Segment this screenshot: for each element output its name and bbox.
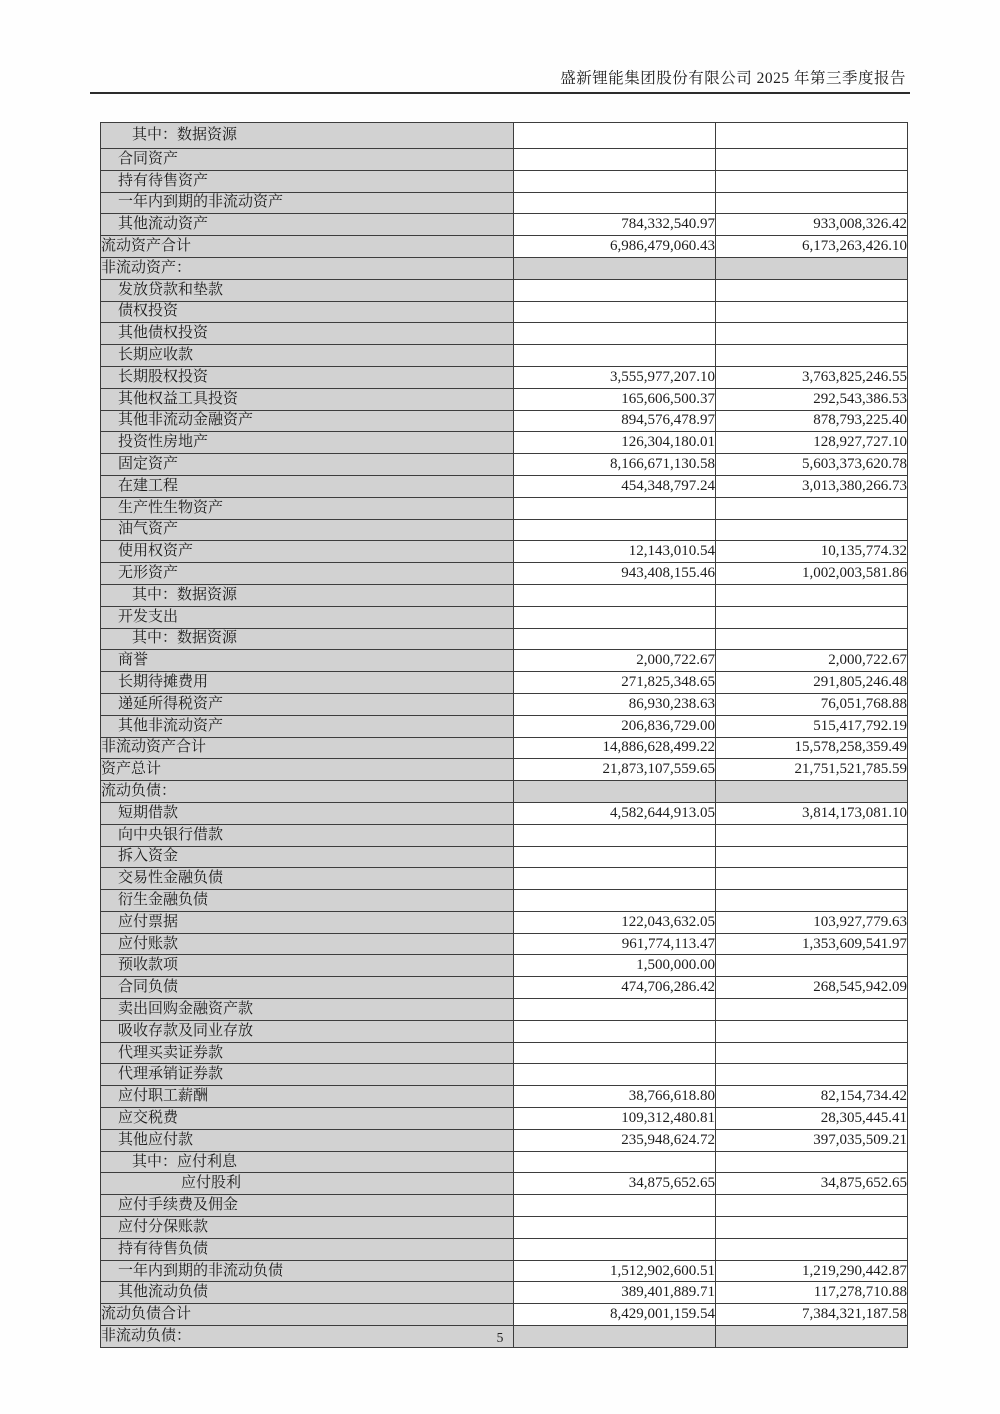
row-value-period-end: 943,408,155.46 [514, 563, 716, 585]
row-label: 油气资产 [101, 519, 514, 541]
row-value-period-begin [716, 519, 908, 541]
row-value-period-end: 389,401,889.71 [514, 1282, 716, 1304]
row-value-period-end: 454,348,797.24 [514, 475, 716, 497]
row-value-period-begin: 3,763,825,246.55 [716, 366, 908, 388]
row-value-period-begin [716, 1195, 908, 1217]
row-value-period-end [514, 1042, 716, 1064]
row-label: 非流动资产合计 [101, 737, 514, 759]
row-value-period-begin: 5,603,373,620.78 [716, 454, 908, 476]
row-value-period-begin [716, 1020, 908, 1042]
row-value-period-begin: 3,814,173,081.10 [716, 802, 908, 824]
row-value-period-end [514, 497, 716, 519]
page-number: 5 [496, 1330, 504, 1345]
row-label: 资产总计 [101, 759, 514, 781]
row-value-period-begin [716, 170, 908, 192]
row-value-period-begin [716, 955, 908, 977]
row-value-period-begin [716, 192, 908, 214]
row-value-period-end [514, 999, 716, 1021]
row-value-period-end: 4,582,644,913.05 [514, 802, 716, 824]
row-value-period-begin [716, 781, 908, 803]
table-row [101, 584, 908, 606]
row-label: 应付职工薪酬 [101, 1086, 514, 1108]
row-value-period-end: 122,043,632.05 [514, 911, 716, 933]
row-label: 应付手续费及佣金 [101, 1195, 514, 1217]
table-row [101, 672, 908, 694]
table-row [101, 123, 908, 149]
table-row [101, 693, 908, 715]
table-row [101, 279, 908, 301]
table-row [101, 1217, 908, 1239]
row-label: 合同负债 [101, 977, 514, 999]
row-value-period-end [514, 1064, 716, 1086]
table-row [101, 475, 908, 497]
table-row [101, 323, 908, 345]
row-label: 应交税费 [101, 1108, 514, 1130]
row-label: 短期借款 [101, 802, 514, 824]
row-value-period-end: 1,500,000.00 [514, 955, 716, 977]
row-value-period-begin: 103,927,779.63 [716, 911, 908, 933]
row-label: 应付票据 [101, 911, 514, 933]
balance-sheet-table [100, 122, 908, 1348]
section-header-row [101, 257, 908, 279]
row-label: 非流动负债： [101, 1326, 514, 1348]
table-row [101, 345, 908, 367]
table-row [101, 650, 908, 672]
row-value-period-begin [716, 584, 908, 606]
row-value-period-begin: 15,578,258,359.49 [716, 737, 908, 759]
table-row [101, 432, 908, 454]
row-value-period-begin [716, 824, 908, 846]
row-value-period-begin [716, 628, 908, 650]
row-value-period-end: 34,875,652.65 [514, 1173, 716, 1195]
row-value-period-end: 8,429,001,159.54 [514, 1304, 716, 1326]
row-label: 商誉 [101, 650, 514, 672]
row-label: 投资性房地产 [101, 432, 514, 454]
row-value-period-begin: 292,543,386.53 [716, 388, 908, 410]
row-value-period-begin: 117,278,710.88 [716, 1282, 908, 1304]
row-value-period-end: 271,825,348.65 [514, 672, 716, 694]
row-value-period-begin [716, 1151, 908, 1173]
row-label: 其他应付款 [101, 1129, 514, 1151]
row-value-period-end [514, 606, 716, 628]
row-value-period-end [514, 345, 716, 367]
row-label: 代理买卖证券款 [101, 1042, 514, 1064]
row-value-period-end [514, 584, 716, 606]
row-value-period-end [514, 1238, 716, 1260]
row-label: 流动负债： [101, 781, 514, 803]
row-value-period-end: 1,512,902,600.51 [514, 1260, 716, 1282]
row-value-period-end: 474,706,286.42 [514, 977, 716, 999]
row-value-period-end: 86,930,238.63 [514, 693, 716, 715]
row-value-period-end: 894,576,478.97 [514, 410, 716, 432]
table-row [101, 759, 908, 781]
row-label: 长期待摊费用 [101, 672, 514, 694]
row-label: 其他流动负债 [101, 1282, 514, 1304]
row-value-period-begin: 7,384,321,187.58 [716, 1304, 908, 1326]
row-value-period-end [514, 868, 716, 890]
table-row [101, 846, 908, 868]
table-row [101, 1086, 908, 1108]
row-label: 固定资产 [101, 454, 514, 476]
row-value-period-begin [716, 999, 908, 1021]
row-value-period-end [514, 1151, 716, 1173]
table-row [101, 454, 908, 476]
row-value-period-begin: 82,154,734.42 [716, 1086, 908, 1108]
row-value-period-end: 14,886,628,499.22 [514, 737, 716, 759]
row-value-period-begin: 2,000,722.67 [716, 650, 908, 672]
row-value-period-end: 784,332,540.97 [514, 214, 716, 236]
row-value-period-begin: 1,353,609,541.97 [716, 933, 908, 955]
row-value-period-end [514, 628, 716, 650]
row-label: 长期应收款 [101, 345, 514, 367]
table-row [101, 541, 908, 563]
row-label: 发放贷款和垫款 [101, 279, 514, 301]
row-value-period-begin: 3,013,380,266.73 [716, 475, 908, 497]
table-row [101, 1151, 908, 1173]
row-label: 流动负债合计 [101, 1304, 514, 1326]
table-row [101, 1064, 908, 1086]
row-value-period-begin [716, 257, 908, 279]
row-value-period-begin [716, 846, 908, 868]
row-value-period-begin [716, 323, 908, 345]
row-value-period-end: 2,000,722.67 [514, 650, 716, 672]
row-value-period-begin [716, 123, 908, 149]
row-value-period-end: 38,766,618.80 [514, 1086, 716, 1108]
row-label: 其中：数据资源 [101, 584, 514, 606]
row-label: 其他非流动金融资产 [101, 410, 514, 432]
table-row [101, 933, 908, 955]
row-value-period-end: 109,312,480.81 [514, 1108, 716, 1130]
row-value-period-begin: 268,545,942.09 [716, 977, 908, 999]
table-row [101, 1195, 908, 1217]
row-value-period-begin [716, 279, 908, 301]
row-value-period-end [514, 824, 716, 846]
table-row [101, 170, 908, 192]
row-value-period-begin: 10,135,774.32 [716, 541, 908, 563]
row-value-period-end: 21,873,107,559.65 [514, 759, 716, 781]
row-label: 应付股利 [101, 1173, 514, 1195]
row-value-period-begin: 6,173,263,426.10 [716, 236, 908, 258]
table-row [101, 824, 908, 846]
row-label: 合同资产 [101, 149, 514, 171]
row-label: 应付账款 [101, 933, 514, 955]
row-value-period-end: 961,774,113.47 [514, 933, 716, 955]
row-label: 开发支出 [101, 606, 514, 628]
row-value-period-begin [716, 345, 908, 367]
row-value-period-end [514, 890, 716, 912]
table-row [101, 236, 908, 258]
table-row [101, 388, 908, 410]
row-label: 其中：应付利息 [101, 1151, 514, 1173]
row-value-period-begin [716, 1217, 908, 1239]
row-value-period-begin: 128,927,727.10 [716, 432, 908, 454]
row-label: 生产性生物资产 [101, 497, 514, 519]
row-label: 吸收存款及同业存放 [101, 1020, 514, 1042]
row-value-period-end: 3,555,977,207.10 [514, 366, 716, 388]
row-label: 流动资产合计 [101, 236, 514, 258]
table-row [101, 1042, 908, 1064]
row-value-period-end [514, 781, 716, 803]
table-row [101, 1173, 908, 1195]
row-value-period-end [514, 323, 716, 345]
table-row [101, 737, 908, 759]
row-label: 向中央银行借款 [101, 824, 514, 846]
row-value-period-end [514, 149, 716, 171]
row-label: 代理承销证券款 [101, 1064, 514, 1086]
row-value-period-end [514, 846, 716, 868]
row-value-period-begin: 21,751,521,785.59 [716, 759, 908, 781]
header-rule [90, 92, 910, 94]
row-label: 长期股权投资 [101, 366, 514, 388]
row-value-period-end [514, 1195, 716, 1217]
table-row [101, 1020, 908, 1042]
row-value-period-end: 6,986,479,060.43 [514, 236, 716, 258]
row-value-period-end [514, 257, 716, 279]
row-value-period-begin [716, 890, 908, 912]
table-row [101, 410, 908, 432]
table-row [101, 149, 908, 171]
row-label: 在建工程 [101, 475, 514, 497]
table-row [101, 1129, 908, 1151]
row-value-period-begin [716, 1064, 908, 1086]
row-value-period-begin: 878,793,225.40 [716, 410, 908, 432]
table-row [101, 1238, 908, 1260]
row-label: 其他权益工具投资 [101, 388, 514, 410]
table-row [101, 519, 908, 541]
row-label: 卖出回购金融资产款 [101, 999, 514, 1021]
row-value-period-begin: 1,219,290,442.87 [716, 1260, 908, 1282]
row-value-period-begin: 515,417,792.19 [716, 715, 908, 737]
row-label: 一年内到期的非流动负债 [101, 1260, 514, 1282]
row-value-period-begin: 1,002,003,581.86 [716, 563, 908, 585]
section-header-row [101, 781, 908, 803]
table-row [101, 868, 908, 890]
table-row [101, 999, 908, 1021]
row-value-period-end: 126,304,180.01 [514, 432, 716, 454]
row-value-period-end [514, 170, 716, 192]
table-row [101, 890, 908, 912]
row-value-period-end: 8,166,671,130.58 [514, 454, 716, 476]
table-row [101, 214, 908, 236]
row-value-period-begin [716, 497, 908, 519]
row-label: 其他流动资产 [101, 214, 514, 236]
row-label: 非流动资产： [101, 257, 514, 279]
row-value-period-end: 206,836,729.00 [514, 715, 716, 737]
row-value-period-begin [716, 149, 908, 171]
report-header-title: 盛新锂能集团股份有限公司 2025 年第三季度报告 [560, 70, 906, 87]
row-value-period-end [514, 279, 716, 301]
row-label: 债权投资 [101, 301, 514, 323]
row-label: 其中：数据资源 [101, 123, 514, 149]
row-label: 持有待售资产 [101, 170, 514, 192]
row-value-period-end: 165,606,500.37 [514, 388, 716, 410]
row-label: 一年内到期的非流动资产 [101, 192, 514, 214]
row-value-period-begin: 34,875,652.65 [716, 1173, 908, 1195]
table-row [101, 628, 908, 650]
table-row [101, 1260, 908, 1282]
row-value-period-begin [716, 1042, 908, 1064]
row-value-period-end [514, 1020, 716, 1042]
row-value-period-begin [716, 1238, 908, 1260]
table-row [101, 802, 908, 824]
row-value-period-begin [716, 606, 908, 628]
row-value-period-begin: 76,051,768.88 [716, 693, 908, 715]
table-row [101, 1304, 908, 1326]
table-row [101, 606, 908, 628]
row-label: 交易性金融负债 [101, 868, 514, 890]
table-row [101, 563, 908, 585]
row-value-period-begin: 28,305,445.41 [716, 1108, 908, 1130]
table-row [101, 911, 908, 933]
row-label: 无形资产 [101, 563, 514, 585]
table-row [101, 366, 908, 388]
row-value-period-begin [716, 868, 908, 890]
row-label: 持有待售负债 [101, 1238, 514, 1260]
row-label: 递延所得税资产 [101, 693, 514, 715]
table-row [101, 1282, 908, 1304]
row-value-period-end [514, 519, 716, 541]
row-value-period-begin: 291,805,246.48 [716, 672, 908, 694]
row-value-period-end: 12,143,010.54 [514, 541, 716, 563]
row-label: 其中：数据资源 [101, 628, 514, 650]
row-value-period-end [514, 1217, 716, 1239]
row-label: 其他债权投资 [101, 323, 514, 345]
table-row [101, 1108, 908, 1130]
row-label: 应付分保账款 [101, 1217, 514, 1239]
row-label: 其他非流动资产 [101, 715, 514, 737]
row-value-period-end: 235,948,624.72 [514, 1129, 716, 1151]
table-row [101, 497, 908, 519]
row-label: 预收款项 [101, 955, 514, 977]
table-row [101, 301, 908, 323]
row-value-period-begin [716, 301, 908, 323]
row-label: 使用权资产 [101, 541, 514, 563]
row-value-period-end [514, 192, 716, 214]
table-row [101, 715, 908, 737]
row-value-period-end [514, 123, 716, 149]
row-value-period-begin: 397,035,509.21 [716, 1129, 908, 1151]
row-value-period-end [514, 301, 716, 323]
table-row [101, 192, 908, 214]
row-value-period-begin: 933,008,326.42 [716, 214, 908, 236]
table-row [101, 977, 908, 999]
row-label: 衍生金融负债 [101, 890, 514, 912]
row-label: 拆入资金 [101, 846, 514, 868]
table-row [101, 955, 908, 977]
